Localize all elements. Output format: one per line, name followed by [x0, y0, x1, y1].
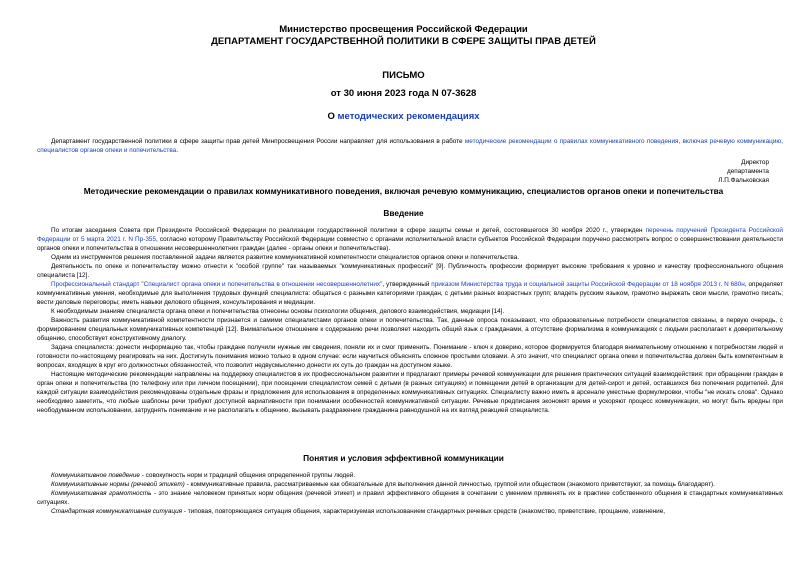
president-orders-link[interactable]: перечень поручений Президента Российской Федерации от 5 марта 2021 г. N Пр-355 [37, 227, 784, 243]
subject-prefix: О [327, 111, 338, 122]
signature-position: Директор [741, 159, 769, 166]
document-header [0, 24, 807, 48]
definition-term: Коммуникативные нормы (речевой этикет) [51, 481, 185, 488]
introduction-body [0, 226, 807, 415]
p4-text-a: , утвержденный [382, 281, 432, 288]
paragraph-8: Настоящие методические рекомендации направлены на поддержку специалистов в их профессиональном развитии и предлагают примеры речевой коммуникации для решения практических ситуаций взаимодействия: при обращении граждан в орган опеки и попечительства (по телефону или при личном посещении), при посещении специалистом семей с детьми (в разных ситуациях) и помещении детей в организации для детей-сирот и детей, оставшихся без попечения родителей. Для каждой ситуации взаимодействия рекомендованы отдельные фразы и предложения для использования в определенных коммуникативных ситуациях. Специалисту важно иметь в арсенале уместные формулировки, чтобы "не искать слова". Однако необходимо заметить, что любые шаблоны речи требуют доступной вариативности при понимании особенностей коммуникативной ситуации. Речевые предписания экономят время и ускоряют процесс коммуникации, но могут быть вредны при неободуманном использовании, затруднять понимание и не располагать к общению, вызывать раздражение гражданина равнодушной на их взгляд реакцией специалиста. [37, 371, 783, 414]
intro-end: . [176, 147, 178, 154]
department-name: ДЕПАРТАМЕНТ ГОСУДАРСТВЕННОЙ ПОЛИТИКИ В СФЕРЕ ЗАЩИТЫ ПРАВ ДЕТЕЙ [211, 36, 596, 47]
definition-term: Стандартная коммуникативная ситуация [51, 508, 183, 515]
definition-item [0, 489, 807, 507]
ministry-name: Министерство просвещения Российской Федерации [279, 24, 528, 35]
paragraph-3: Деятельность по опеке и попечительству можно отнести к "особой группе" так называемых "коммуникативных профессий" [9]. Публичность профессии формирует высокие требования к уровню и качеству профессионального общения специалиста [12]. [37, 263, 783, 279]
p4-text-b: , определяет коммуникативные умения, необходимые для выполнения трудовых функций специалиста: общаться с разными категориями граждан, с детьми разных возрастных групп; владеть русским языком, грамотно выражать свои мысли, грамотно писать; вести деловые переговоры; иметь навыки делового общения, консультирования и медиации. [37, 281, 783, 306]
document-title: Методические рекомендации о правилах коммуникативного поведения, включая речевую коммуникацию, специалистов органов опеки и попечительства [83, 186, 724, 196]
section-introduction-title: Введение [383, 208, 424, 218]
definition-item [0, 471, 807, 480]
definition-text: - типовая, повторяющаяся ситуация общения, характеризуемая использованием стандартных речевых средств (знакомство, приветствие, прощание, извинение, [182, 508, 666, 515]
recommendations-link[interactable]: методические рекомендации о правилах коммуникативного поведения, включая речевую коммуникацию, специалистов органов опеки и попечительства [37, 138, 783, 154]
definition-text: - совокупность норм и традиций общения определенной группы людей. [139, 472, 356, 479]
paragraph-2: Одним из инструментов решения поставленной задачи является развитие коммуникативной компетентности специалистов органов опеки и попечительства. [51, 254, 520, 261]
document-subject [0, 111, 807, 123]
labor-ministry-order-link[interactable]: приказом Министерства труда и социальной защиты Российской Федерации от 18 ноября 2013 г. N 680н [431, 281, 745, 288]
definition-term: Коммуникативное поведение [51, 472, 140, 479]
intro-paragraph [0, 137, 807, 155]
paragraph-5: К необходимым знаниям специалиста органа опеки и попечительства отнесены основы психологии общения, делового взаимодействия, медиации [14]. [51, 308, 505, 315]
paragraph-7: Задача специалиста: донести информацию так, чтобы граждане получили нужные им сведения, поняли их и смог применить. Понимание - ключ к доверию, которое формируется благодаря внимательному отношению к потребностям людей и готовности по-настоящему реагировать на них. Достигнуть понимания можно только в одном случае: если научиться объяснять сложное простыми словами. А это значит, что специалист органа опеки и попечительства должен быть компетентным в вопросах, входящих в круг его должностных обязанностей, что позволит недвусмысленно донести их суть до граждан на доступном языке. [37, 344, 783, 369]
definition-text: - это знание человеком принятых норм общения (речевой этикет) и правил эффективного общения в сочетании с умением применять их в практике собственного общения в стандартных коммуникативных ситуациях. [37, 490, 783, 506]
definition-term: Коммуникативная грамотность [51, 490, 152, 497]
definition-item [0, 480, 807, 489]
p1-text-a: По итогам заседания Совета при Президенте Российской Федерации по реализации государственной политики в сфере защиты семьи и детей, состоявшегося 30 ноября 2020 г., утвержден [51, 227, 646, 234]
p1-text-b: , согласно которому Правительству Российской Федерации совместно с органами исполнительной власти субъектов Российской Федерации поручено рассмотреть вопрос о совершенствовании деятельности органов опеки и попечительства в отношении несовершеннолетних граждан (далее - органы опеки и попечительства). [37, 236, 783, 252]
signature-name: Л.П.Фальковская [718, 177, 769, 184]
paragraph-6: Важность развития коммуникативной компетентности признается и самими специалистами органов опеки и попечительства. Так, данные опроса показывают, что образовательные потребности специалистов связаны, в первую очередь, с формированием специальных коммуникативных компетенций [12]. Внимательное отношение к содержанию речи позволяет находить общий язык с гражданами, а отсутствие формализма в коммуникациях с людьми располагает к доверительному общению, способствует конструктивному диалогу. [37, 317, 783, 342]
definition-item [0, 507, 807, 516]
definition-text: - коммуникативные правила, рассматриваемые как обязательные для выполнения данной личностью, группой или обществом (знакомого приветствуют, за помощь благодарят). [184, 481, 715, 488]
paragraph-4 [0, 280, 807, 307]
signature-department: департамента [726, 168, 769, 175]
definitions-list [0, 471, 807, 516]
signature-block [718, 158, 807, 185]
section-concepts-title: Понятия и условия эффективной коммуникации [303, 453, 504, 463]
paragraph-1 [0, 226, 807, 253]
document-date: от 30 июня 2023 года N 07-3628 [330, 88, 477, 99]
intro-text: Департамент государственной политики в сфере защиты прав детей Минпросвещения России направляет для использования в работе [51, 138, 465, 145]
professional-standard-link[interactable]: Профессиональный стандарт "Специалист органа опеки и попечительства в отношении несовершеннолетних" [51, 281, 383, 288]
document-type: ПИСЬМО [382, 70, 425, 81]
subject-link[interactable]: методических рекомендациях [337, 111, 480, 122]
